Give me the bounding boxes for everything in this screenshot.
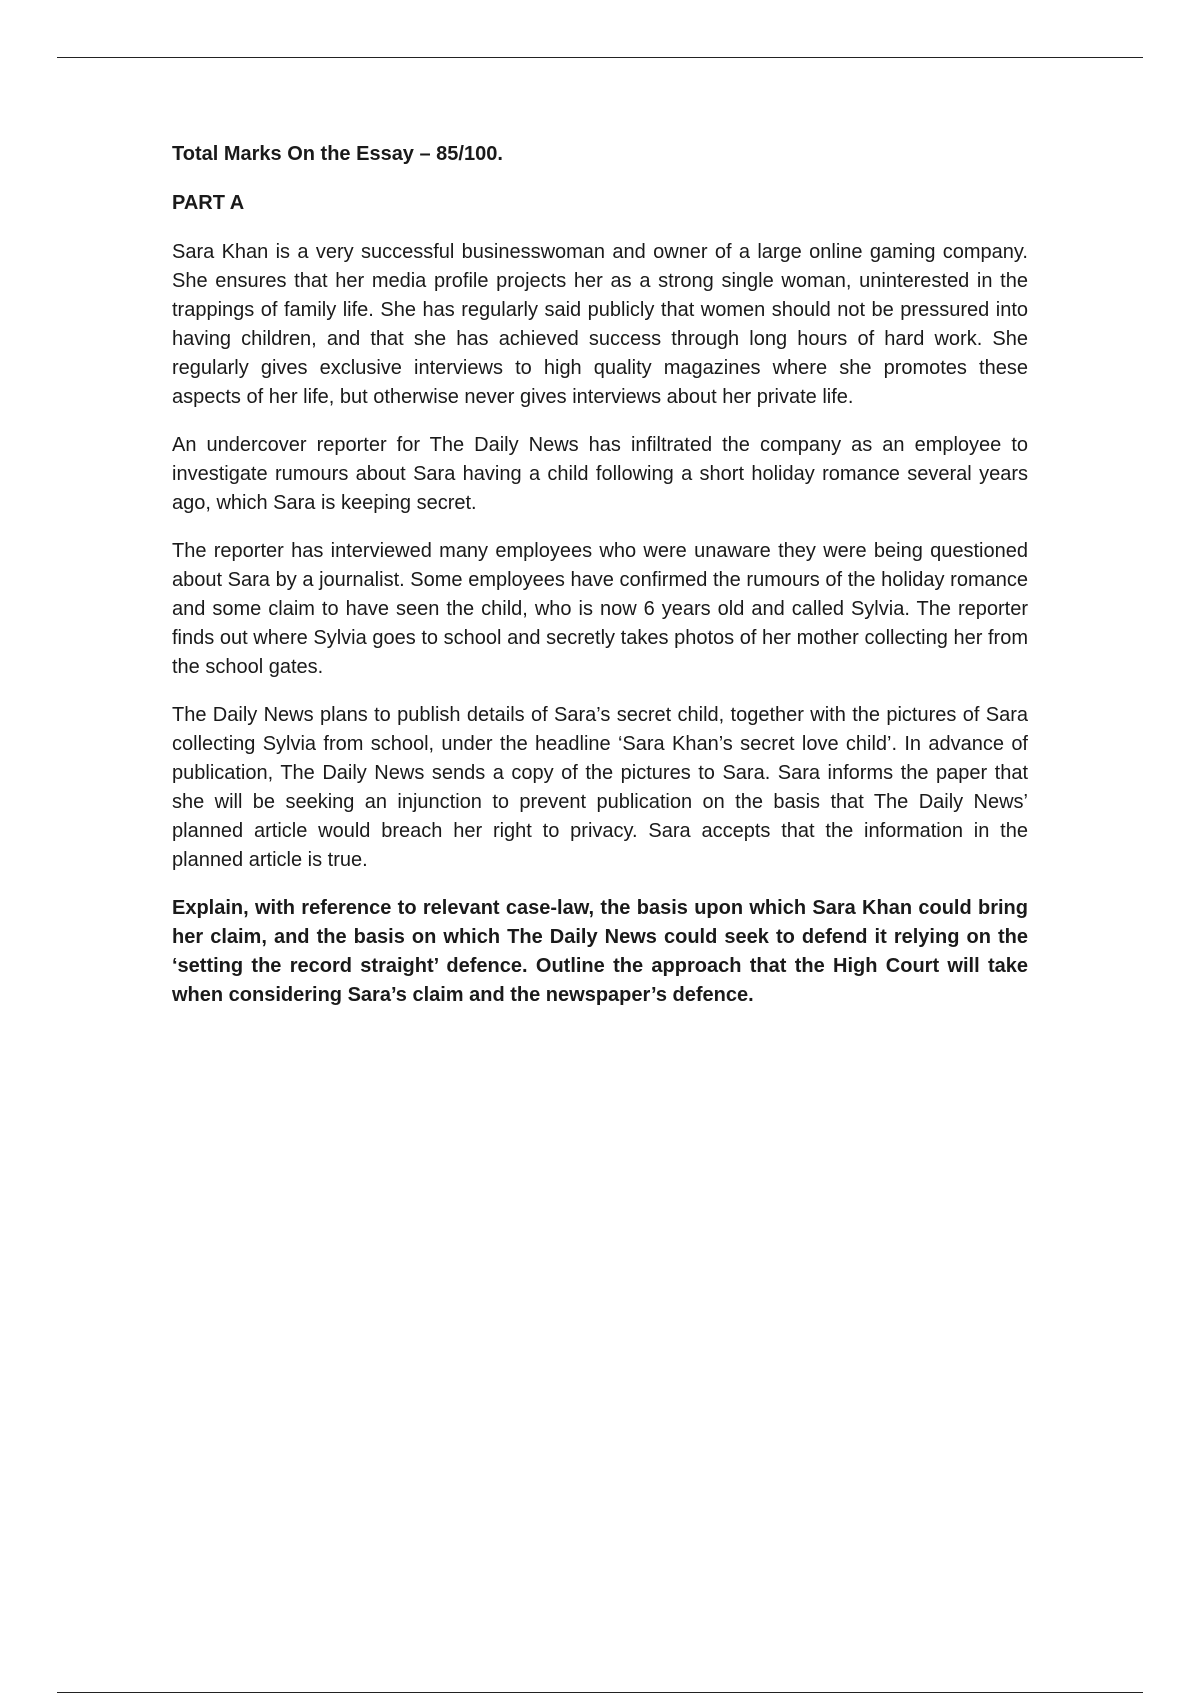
paragraph-interviews: The reporter has interviewed many employees who were unaware they were being questioned about Sara by a journalist. Some employees have confirmed the rumours of the holiday romance and some claim to have seen the child, who is now 6 years old and called Sylvia. The reporter finds out where Sylvia goes to school and secretly takes photos of her mother collecting her from the school gates.: [172, 540, 1028, 678]
paragraph-publication: The Daily News plans to publish details of Sara’s secret child, together with the pictures of Sara collecting Sylvia from school, under the headline ‘Sara Khan’s secret love child’. In advance of publication, The Daily News sends a copy of the pictures to Sara. Sara informs the paper that she will be seeking an injunction to prevent publication on the basis that The Daily News’ planned article would breach her right to privacy. Sara accepts that the information in the planned article is true.: [172, 704, 1028, 871]
part-heading: PART A: [172, 192, 245, 214]
total-marks-heading: Total Marks On the Essay – 85/100.: [172, 143, 503, 165]
question-paragraph: Explain, with reference to relevant case-law, the basis upon which Sara Khan could bring her claim, and the basis on which The Daily News could seek to defend it relying on the ‘setting the record straight’ defence. Outline the approach that the High Court will take when considering Sara’s claim and the newspaper’s defence.: [172, 897, 1028, 1006]
top-rule: [57, 57, 1143, 58]
paragraph-reporter: An undercover reporter for The Daily News has infiltrated the company as an employee to investigate rumours about Sara having a child following a short holiday romance several years ago, which Sara is keeping secret.: [172, 434, 1028, 514]
paragraph-intro: Sara Khan is a very successful businesswoman and owner of a large online gaming company. She ensures that her media profile projects her as a strong single woman, uninterested in the trappings of family life. She has regularly said publicly that women should not be pressured into having children, and that she has achieved success through long hours of hard work. She regularly gives exclusive interviews to high quality magazines where she promotes these aspects of her life, but otherwise never gives interviews about her private life.: [172, 241, 1028, 408]
document-body: [172, 140, 1028, 1029]
bottom-rule: [57, 1692, 1143, 1693]
